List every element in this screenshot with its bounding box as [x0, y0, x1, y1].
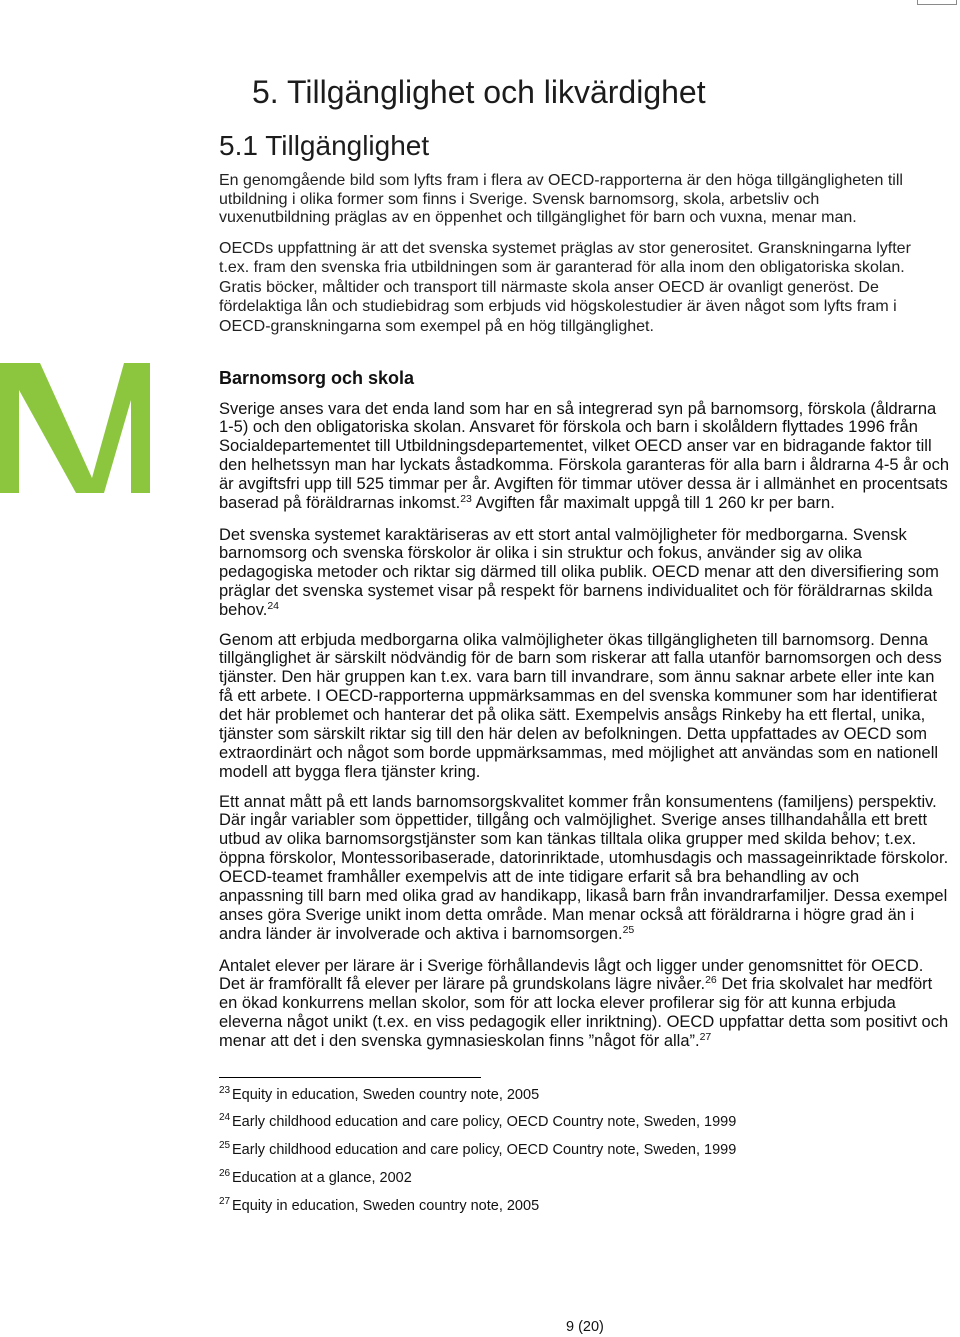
subsection-heading: Barnomsorg och skola [219, 368, 415, 388]
line-text: andra länder är involverade och aktiva i barnomsorgen. [219, 924, 623, 943]
line-text: behov. [219, 601, 268, 620]
paragraph-line: OECD-teamet framhåller exempelvis att de inte tidigare erfarit så bra behandling av och [219, 868, 860, 887]
body-paragraph-3 [219, 631, 942, 782]
paragraph-line [219, 494, 949, 513]
paragraph-line: öppna förskolor, Montessoribaserade, datorinriktade, utomhusdagis och massageinriktade förskolor. [219, 849, 949, 868]
paragraph-line: Där ingår variabler som öppettider, tillgång och valmöjlighet. Sverige anses tillhandahålla ett brett [219, 811, 928, 830]
paragraph-line: tjänster. Den här gruppen kan t.ex. vara barn till invandrare, som ännu saknar arbete eller inte kan [219, 668, 935, 687]
footnote [219, 1113, 736, 1133]
paragraph-line: Sverige anses vara det enda land som har en så integrerad syn på barnomsorg, förskola (åldrarna [219, 399, 937, 418]
paragraph-line: vuxenutbildning präglas av en öppenhet och tillgänglighet för barn och vuxna, menar man. [219, 209, 857, 226]
footnote [219, 1141, 736, 1161]
paragraph-line: tillgänglighet är särskilt nödvändig för de barn som riskerar att falla utanför barnomsorgen och dess [219, 649, 942, 668]
paragraph-line: Gratis böcker, måltider och transport till närmaste skola anser OECD är ovanligt generöst. De [219, 278, 879, 296]
footnote-number: 27 [219, 1196, 231, 1207]
paragraph-line: Genom att erbjuda medborgarna olika valmöjligheter ökas tillgängligheten till barnomsorg. Denna [219, 630, 928, 649]
body-paragraph-4 [219, 793, 948, 944]
paragraph-line: t.ex. fram den svenska fria utbildningen som är garanterad för alla inom den obligatoriska skolan. [219, 259, 905, 276]
chapter-title: 5. Tillgänglighet och likvärdighet [252, 74, 706, 110]
line-text: Det är framförallt få elever per lärare på grundskolans lägre nivåer. [219, 975, 706, 994]
paragraph-line: den helhetssyn man har lyckats åstadkomma. Förskola garanteras för alla barn i åldrarna 4-5 år och [219, 456, 950, 475]
paragraph-line: utbildning i olika former som finns i Sverige. Svensk barnomsorg, skola, arbetsliv och [219, 190, 820, 208]
paragraph-line: präglar det svenska systemet visar på respekt för barnens individualitet och för föräldrarnas skilda [219, 582, 933, 601]
paragraph-line: Det svenska systemet karaktäriseras av ett stort antal valmöjligheter för medborgarna. Svensk [219, 525, 907, 544]
line-text: baserad på föräldrarnas inkomst. [219, 494, 461, 513]
m-logo-icon [0, 363, 150, 493]
paragraph-line [219, 925, 948, 944]
paragraph-line: det här problemet och hanterar det på olika sätt. Exempelvis ansågs Rinkeby ha ett flertal, unika, [219, 706, 926, 725]
paragraph-line: tjänster som särskilt riktar sig till den här delen av befolkningen. Detta uppfattades av OECD som [219, 725, 928, 744]
paragraph-line: En genomgående bild som lyfts fram i flera av OECD-rapporterna är den höga tillgängligheten till [219, 172, 903, 189]
footnote-text: Equity in education, Sweden country note, 2005 [232, 1087, 540, 1103]
body-paragraph-2 [219, 526, 939, 621]
footnote-reference: 24 [267, 600, 280, 613]
paragraph-line: pedagogiska metoder och riktar sig därmed till olika publik. OECD menar att den diversifiering som [219, 563, 939, 582]
footnote-reference: 25 [622, 923, 635, 936]
body-paragraph-5 [219, 957, 948, 1052]
line-text: Det fria skolvalet har medfört [716, 975, 933, 994]
line-text: Avgiften får maximalt uppgå till 1 260 kr per barn. [471, 494, 835, 513]
paragraph-line: anses göra Sverige unikt inom detta område. Man menar också att föräldrarna i högre grad än i [219, 905, 915, 924]
footnote [219, 1169, 412, 1189]
footnote-reference: 23 [460, 493, 472, 506]
paragraph-line: extraordinärt och något som borde uppmärksammas, med möjlighet att användas som en nationell [219, 743, 939, 762]
paragraph-line: anpassning till barn med olika grad av handikapp, likaså barn från invandrarfamiljer. Dessa exempel [219, 887, 948, 906]
paragraph-line: är avgiftsfri upp till 525 timmar per år. Avgiften för timmar utöver dessa är i allmänhet en procentsats [219, 475, 948, 494]
paragraph-line: 1-5) och den obligatoriska skolan. Ansvaret för förskola och barn i skolåldern flyttades 1996 från [219, 418, 918, 437]
footnote-text: Equity in education, Sweden country note, 2005 [232, 1198, 540, 1214]
paragraph-line [219, 1032, 948, 1051]
footnote-number: 26 [219, 1168, 231, 1179]
intro-paragraph-2 [219, 239, 911, 337]
footnote-number: 23 [219, 1085, 231, 1096]
footnote-text: Early childhood education and care policy, OECD Country note, Sweden, 1999 [232, 1114, 737, 1130]
footnote-reference: 26 [705, 974, 717, 987]
footnote-separator [219, 1077, 481, 1078]
paragraph-line [219, 601, 939, 620]
paragraph-line: Socialdepartementet till Utbildningsdepartementet, vilket OECD anser var en bidragande faktor till [219, 437, 932, 456]
body-paragraph-1 [219, 400, 949, 513]
paragraph-line: fördelaktiga lån och studiebidrag som erbjuds vid högskolestudier är även något som lyfts fram i [219, 298, 897, 315]
footnote-number: 24 [219, 1112, 231, 1123]
line-text: menar att det i den svenska gymnasieskolan finns ”något för alla”. [219, 1032, 700, 1051]
paragraph-line: Antalet elever per lärare är i Sverige förhållandevis lågt och ligger under genomsnittet för OECD. [219, 956, 924, 975]
paragraph-line: eleverna något unikt (t.ex. en viss pedagogik eller inriktning). OECD uppfattar detta som positivt och [219, 1013, 949, 1032]
footnote-text: Early childhood education and care policy, OECD Country note, Sweden, 1999 [232, 1142, 737, 1158]
paragraph-line [219, 975, 948, 994]
footnote [219, 1197, 539, 1217]
footnote-reference: 27 [699, 1031, 712, 1044]
page-number: 9 (20) [566, 1319, 604, 1335]
paragraph-line: få ett arbete. I OECD-rapporterna uppmärksammas en del svenska kommuner som har identifierat [219, 687, 938, 706]
section-title: 5.1 Tillgänglighet [219, 130, 430, 161]
m-logo-shape [0, 363, 150, 493]
paragraph-line: modell att bygga flera tjänster kring. [219, 762, 481, 781]
footnote-number: 25 [219, 1140, 231, 1151]
paragraph-line: OECD-granskningarna som exempel på en hög tillgänglighet. [219, 317, 654, 335]
paragraph-line: Ett annat mått på ett lands barnomsorgskvalitet kommer från konsumentens (familjens) perspektiv. [219, 792, 937, 811]
paragraph-line: en ökad konkurrens mellan skolor, som för att locka elever profilerar sig för att kunna erbjuda [219, 994, 896, 1013]
paragraph-line: barnomsorg och svenska förskolor är olika i sin struktur och fokus, använder sig av olika [219, 544, 862, 563]
footnote [219, 1086, 539, 1106]
paragraph-line: OECDs uppfattning är att det svenska systemet präglas av stor generositet. Granskningarna lyfter [219, 239, 911, 257]
intro-paragraph-1 [219, 172, 903, 228]
paragraph-line: utbud av olika barnomsorgstjänster som kan tänkas tilltala olika grupper med skilda behov; t.ex. [219, 830, 917, 849]
footnote-text: Education at a glance, 2002 [232, 1170, 412, 1186]
header-corner-box [917, 0, 957, 5]
